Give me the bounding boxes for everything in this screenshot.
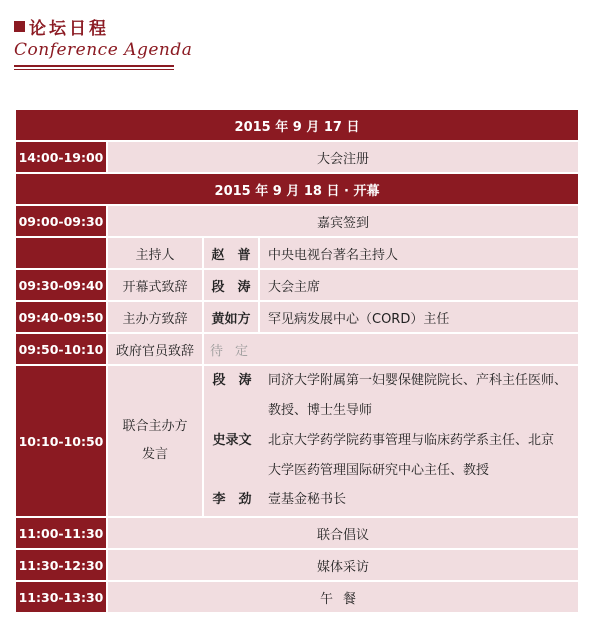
item-cell: 午餐: [107, 581, 579, 613]
speaker-desc: [260, 366, 578, 426]
role-cell: 政府官员致辞: [107, 333, 203, 365]
title-underline: [14, 65, 174, 67]
speaker-name: 段 涛: [212, 373, 252, 388]
role-cell: 主持人: [107, 237, 203, 269]
time-cell: 11:30-12:30: [15, 549, 107, 581]
item-cell: 媒体采访: [107, 549, 579, 581]
role-line: 发言: [141, 447, 168, 462]
speaker-name: 段 涛: [203, 269, 259, 301]
desc-line: 大学医药管理国际研究中心主任、教授: [268, 463, 490, 478]
agenda-row-multi: [15, 365, 579, 517]
speaker-entry: [204, 486, 578, 514]
square-bullet-icon: [14, 21, 25, 32]
time-cell: 14:00-19:00: [15, 141, 107, 173]
time-cell: 11:30-13:30: [15, 581, 107, 613]
desc-line: 教授、博士生导师: [268, 403, 373, 418]
speaker-entry: [204, 426, 578, 486]
role-cell: [107, 365, 203, 517]
section-title-cn: 论坛日程: [29, 19, 109, 39]
agenda-table: [14, 108, 580, 614]
date-label: 2015 年 9 月 18 日 · 开幕: [15, 173, 579, 205]
agenda-row: [15, 269, 579, 301]
time-cell: 09:40-09:50: [15, 301, 107, 333]
agenda-row: [15, 581, 579, 613]
time-cell: 09:50-10:10: [15, 333, 107, 365]
time-cell: 09:30-09:40: [15, 269, 107, 301]
date-row: [15, 109, 579, 141]
section-header: [14, 14, 109, 39]
speaker-desc: 大会主席: [259, 269, 579, 301]
desc-line: 北京大学药学院药事管理与临床药学系主任、北京: [268, 433, 555, 448]
agenda-row: [15, 517, 579, 549]
desc-line: 同济大学附属第一妇婴保健院院长、产科主任医师、: [268, 373, 568, 388]
time-cell-empty: [15, 237, 107, 269]
speaker-desc: [260, 426, 578, 486]
role-cell: 主办方致辞: [107, 301, 203, 333]
pending-label: 待定: [203, 333, 579, 365]
item-cell: 嘉宾签到: [107, 205, 579, 237]
agenda-row: [15, 549, 579, 581]
speaker-name: 史录文: [212, 433, 252, 448]
speaker-entry: [204, 366, 578, 426]
title-underline-thin: [14, 69, 174, 70]
speaker-desc: 罕见病发展中心（CORD）主任: [259, 301, 579, 333]
agenda-row: [15, 237, 579, 269]
time-cell: 11:00-11:30: [15, 517, 107, 549]
speaker-name: 李 劲: [212, 492, 252, 507]
speaker-desc: 中央电视台著名主持人: [259, 237, 579, 269]
time-cell: 10:10-10:50: [15, 365, 107, 517]
item-cell: 联合倡议: [107, 517, 579, 549]
role-line: 联合主办方: [122, 419, 188, 434]
speakers-cell: [203, 365, 579, 517]
time-cell: 09:00-09:30: [15, 205, 107, 237]
agenda-row: [15, 301, 579, 333]
agenda-row: [15, 205, 579, 237]
speaker-desc: 壹基金秘书长: [268, 492, 347, 507]
agenda-row: [15, 333, 579, 365]
agenda-row: [15, 141, 579, 173]
section-title-en: Conference Agenda: [14, 40, 193, 60]
speaker-name: 黄如方: [203, 301, 259, 333]
date-row: [15, 173, 579, 205]
date-label: 2015 年 9 月 17 日: [15, 109, 579, 141]
item-cell: 大会注册: [107, 141, 579, 173]
role-cell: 开幕式致辞: [107, 269, 203, 301]
speaker-name: 赵 普: [203, 237, 259, 269]
